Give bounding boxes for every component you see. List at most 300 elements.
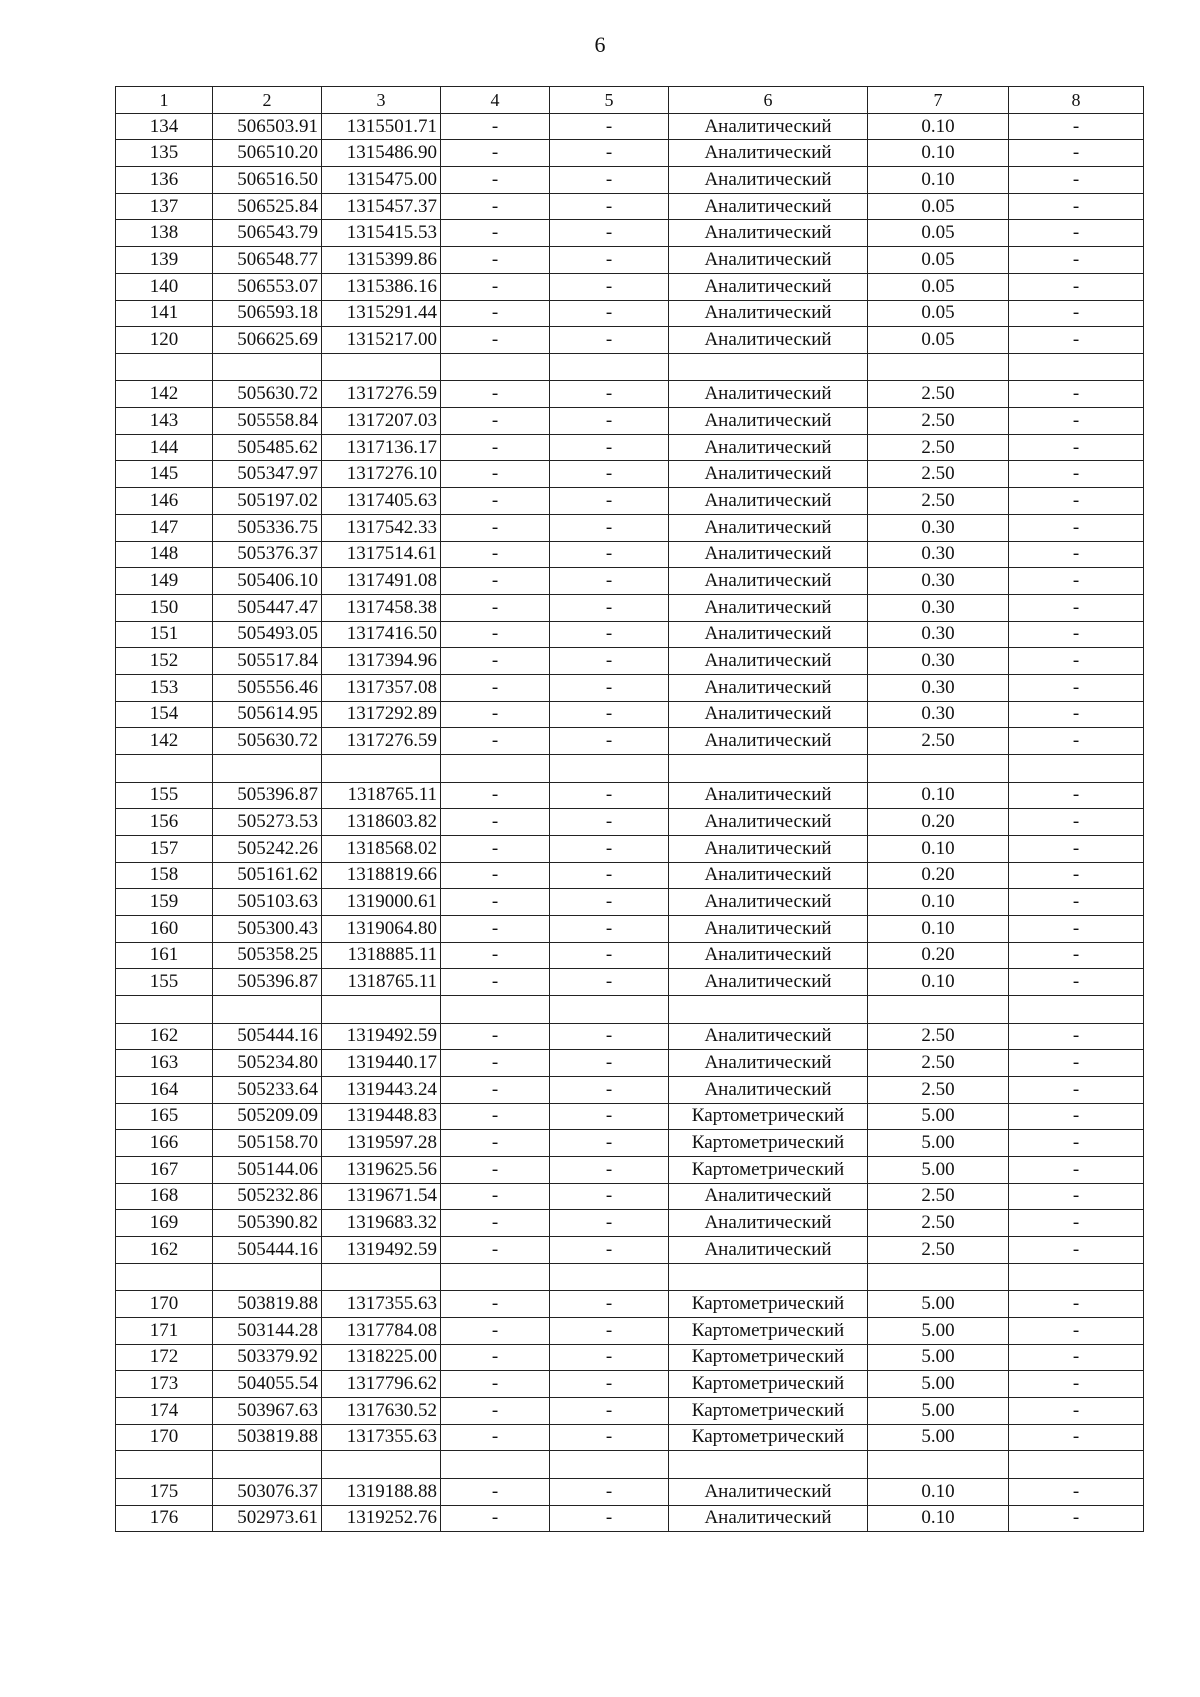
column-8-cell: - [1009, 1397, 1144, 1424]
x-coordinate-cell: 506553.07 [213, 273, 322, 300]
point-number-cell: 142 [116, 381, 213, 408]
column-8-cell: - [1009, 621, 1144, 648]
column-5-cell: - [550, 193, 669, 220]
table-row [116, 1076, 1144, 1103]
column-4-cell: - [441, 1371, 550, 1398]
table-row [116, 488, 1144, 515]
column-8-cell: - [1009, 915, 1144, 942]
point-number-cell: 162 [116, 1023, 213, 1050]
table-row [116, 1130, 1144, 1157]
column-4-cell: - [441, 594, 550, 621]
x-coordinate-cell: 505232.86 [213, 1183, 322, 1210]
y-coordinate-cell: 1317630.52 [322, 1397, 441, 1424]
table-row [116, 969, 1144, 996]
column-8-cell: - [1009, 862, 1144, 889]
column-5-cell: - [550, 1371, 669, 1398]
x-coordinate-cell: 505556.46 [213, 674, 322, 701]
point-number-cell: 146 [116, 488, 213, 515]
accuracy-cell: 2.50 [868, 1183, 1009, 1210]
column-4-cell: - [441, 1505, 550, 1532]
column-8-cell: - [1009, 1156, 1144, 1183]
y-coordinate-cell: 1317207.03 [322, 408, 441, 435]
column-8-cell: - [1009, 942, 1144, 969]
y-coordinate-cell: 1317276.59 [322, 728, 441, 755]
accuracy-cell: 5.00 [868, 1130, 1009, 1157]
table-row [116, 514, 1144, 541]
header-cell: 8 [1009, 87, 1144, 114]
y-coordinate-cell: 1315475.00 [322, 167, 441, 194]
accuracy-cell: 0.20 [868, 809, 1009, 836]
method-cell: Аналитический [669, 1023, 868, 1050]
point-number-cell: 138 [116, 220, 213, 247]
column-8-cell: - [1009, 140, 1144, 167]
accuracy-cell: 0.05 [868, 327, 1009, 354]
accuracy-cell: 0.05 [868, 220, 1009, 247]
table-row [116, 942, 1144, 969]
column-4-cell: - [441, 434, 550, 461]
x-coordinate-cell: 506543.79 [213, 220, 322, 247]
y-coordinate-cell: 1315217.00 [322, 327, 441, 354]
x-coordinate-cell: 505444.16 [213, 1023, 322, 1050]
column-5-cell [550, 996, 669, 1024]
method-cell [669, 1263, 868, 1291]
table-row [116, 1317, 1144, 1344]
accuracy-cell: 0.20 [868, 862, 1009, 889]
table-row [116, 300, 1144, 327]
column-4-cell: - [441, 648, 550, 675]
column-8-cell: - [1009, 1478, 1144, 1505]
column-5-cell: - [550, 1103, 669, 1130]
separator-row [116, 755, 1144, 783]
x-coordinate-cell: 505347.97 [213, 461, 322, 488]
column-8-cell [1009, 996, 1144, 1024]
column-5-cell: - [550, 327, 669, 354]
column-4-cell: - [441, 1183, 550, 1210]
accuracy-cell: 0.30 [868, 568, 1009, 595]
point-number-cell: 141 [116, 300, 213, 327]
column-4-cell: - [441, 381, 550, 408]
y-coordinate-cell: 1319000.61 [322, 889, 441, 916]
point-number-cell: 135 [116, 140, 213, 167]
column-8-cell: - [1009, 1291, 1144, 1318]
x-coordinate-cell: 505144.06 [213, 1156, 322, 1183]
header-cell: 5 [550, 87, 669, 114]
x-coordinate-cell: 506503.91 [213, 113, 322, 140]
point-number-cell [116, 353, 213, 381]
table-row [116, 273, 1144, 300]
accuracy-cell [868, 1263, 1009, 1291]
point-number-cell: 163 [116, 1050, 213, 1077]
x-coordinate-cell [213, 755, 322, 783]
column-8-cell: - [1009, 568, 1144, 595]
accuracy-cell: 5.00 [868, 1291, 1009, 1318]
table-row [116, 1505, 1144, 1532]
y-coordinate-cell: 1318765.11 [322, 969, 441, 996]
x-coordinate-cell: 505273.53 [213, 809, 322, 836]
y-coordinate-cell [322, 1263, 441, 1291]
accuracy-cell: 2.50 [868, 1237, 1009, 1264]
column-4-cell: - [441, 1291, 550, 1318]
accuracy-cell: 0.10 [868, 835, 1009, 862]
accuracy-cell: 0.30 [868, 594, 1009, 621]
method-cell: Аналитический [669, 488, 868, 515]
x-coordinate-cell: 506516.50 [213, 167, 322, 194]
column-4-cell: - [441, 541, 550, 568]
header-cell: 3 [322, 87, 441, 114]
column-8-cell: - [1009, 701, 1144, 728]
column-5-cell: - [550, 1317, 669, 1344]
column-8-cell: - [1009, 1210, 1144, 1237]
x-coordinate-cell: 505336.75 [213, 514, 322, 541]
table-row [116, 568, 1144, 595]
column-4-cell: - [441, 969, 550, 996]
y-coordinate-cell: 1317491.08 [322, 568, 441, 595]
point-number-cell: 151 [116, 621, 213, 648]
column-4-cell: - [441, 193, 550, 220]
column-8-cell: - [1009, 434, 1144, 461]
x-coordinate-cell: 505103.63 [213, 889, 322, 916]
column-5-cell: - [550, 594, 669, 621]
accuracy-cell: 0.10 [868, 782, 1009, 809]
point-number-cell: 148 [116, 541, 213, 568]
x-coordinate-cell: 506593.18 [213, 300, 322, 327]
table-row [116, 381, 1144, 408]
method-cell: Аналитический [669, 889, 868, 916]
accuracy-cell [868, 353, 1009, 381]
x-coordinate-cell [213, 996, 322, 1024]
column-5-cell: - [550, 701, 669, 728]
point-number-cell [116, 1451, 213, 1479]
method-cell: Аналитический [669, 113, 868, 140]
point-number-cell: 176 [116, 1505, 213, 1532]
accuracy-cell: 0.20 [868, 942, 1009, 969]
column-8-cell: - [1009, 273, 1144, 300]
table-row [116, 408, 1144, 435]
accuracy-cell: 2.50 [868, 408, 1009, 435]
column-8-cell: - [1009, 220, 1144, 247]
table-row [116, 434, 1144, 461]
y-coordinate-cell: 1315415.53 [322, 220, 441, 247]
column-4-cell: - [441, 1397, 550, 1424]
column-4-cell [441, 755, 550, 783]
separator-row [116, 1263, 1144, 1291]
x-coordinate-cell: 503819.88 [213, 1291, 322, 1318]
y-coordinate-cell: 1319671.54 [322, 1183, 441, 1210]
table-row [116, 915, 1144, 942]
column-4-cell: - [441, 300, 550, 327]
column-8-cell: - [1009, 514, 1144, 541]
method-cell: Картометрический [669, 1156, 868, 1183]
y-coordinate-cell: 1319252.76 [322, 1505, 441, 1532]
x-coordinate-cell: 505158.70 [213, 1130, 322, 1157]
column-4-cell: - [441, 1210, 550, 1237]
column-4-cell [441, 1263, 550, 1291]
point-number-cell: 170 [116, 1291, 213, 1318]
x-coordinate-cell: 505517.84 [213, 648, 322, 675]
y-coordinate-cell: 1317357.08 [322, 674, 441, 701]
separator-row [116, 996, 1144, 1024]
column-8-cell: - [1009, 728, 1144, 755]
accuracy-cell: 2.50 [868, 1210, 1009, 1237]
point-number-cell: 162 [116, 1237, 213, 1264]
x-coordinate-cell: 506525.84 [213, 193, 322, 220]
accuracy-cell: 5.00 [868, 1156, 1009, 1183]
accuracy-cell: 0.30 [868, 648, 1009, 675]
column-5-cell: - [550, 1505, 669, 1532]
accuracy-cell [868, 996, 1009, 1024]
method-cell: Аналитический [669, 915, 868, 942]
column-8-cell: - [1009, 327, 1144, 354]
column-8-cell: - [1009, 1076, 1144, 1103]
method-cell: Аналитический [669, 568, 868, 595]
x-coordinate-cell: 503144.28 [213, 1317, 322, 1344]
header-cell: 7 [868, 87, 1009, 114]
accuracy-cell: 5.00 [868, 1317, 1009, 1344]
method-cell: Аналитический [669, 648, 868, 675]
point-number-cell: 165 [116, 1103, 213, 1130]
column-5-cell: - [550, 809, 669, 836]
y-coordinate-cell: 1318819.66 [322, 862, 441, 889]
table-row [116, 1397, 1144, 1424]
x-coordinate-cell [213, 1451, 322, 1479]
column-4-cell: - [441, 1076, 550, 1103]
table-row [116, 140, 1144, 167]
point-number-cell: 153 [116, 674, 213, 701]
x-coordinate-cell: 505197.02 [213, 488, 322, 515]
accuracy-cell: 0.10 [868, 167, 1009, 194]
y-coordinate-cell: 1317355.63 [322, 1291, 441, 1318]
accuracy-cell: 5.00 [868, 1424, 1009, 1451]
column-5-cell: - [550, 461, 669, 488]
method-cell: Аналитический [669, 835, 868, 862]
column-5-cell: - [550, 514, 669, 541]
y-coordinate-cell: 1318568.02 [322, 835, 441, 862]
method-cell: Аналитический [669, 514, 868, 541]
y-coordinate-cell: 1317405.63 [322, 488, 441, 515]
table-row [116, 1478, 1144, 1505]
column-5-cell: - [550, 1344, 669, 1371]
column-8-cell: - [1009, 1183, 1144, 1210]
x-coordinate-cell: 505630.72 [213, 381, 322, 408]
y-coordinate-cell [322, 1451, 441, 1479]
column-5-cell: - [550, 568, 669, 595]
point-number-cell: 134 [116, 113, 213, 140]
y-coordinate-cell: 1319188.88 [322, 1478, 441, 1505]
column-4-cell: - [441, 621, 550, 648]
point-number-cell: 175 [116, 1478, 213, 1505]
column-5-cell: - [550, 273, 669, 300]
column-5-cell: - [550, 782, 669, 809]
column-8-cell [1009, 1451, 1144, 1479]
point-number-cell: 142 [116, 728, 213, 755]
column-4-cell: - [441, 1103, 550, 1130]
table-row [116, 1371, 1144, 1398]
table-row [116, 1023, 1144, 1050]
point-number-cell: 137 [116, 193, 213, 220]
column-5-cell: - [550, 1130, 669, 1157]
table-row [116, 1156, 1144, 1183]
point-number-cell: 168 [116, 1183, 213, 1210]
table-row [116, 1424, 1144, 1451]
column-5-cell: - [550, 1291, 669, 1318]
point-number-cell: 136 [116, 167, 213, 194]
method-cell: Картометрический [669, 1397, 868, 1424]
x-coordinate-cell: 505233.64 [213, 1076, 322, 1103]
point-number-cell: 174 [116, 1397, 213, 1424]
accuracy-cell: 2.50 [868, 1050, 1009, 1077]
method-cell [669, 1451, 868, 1479]
x-coordinate-cell [213, 353, 322, 381]
x-coordinate-cell: 505558.84 [213, 408, 322, 435]
method-cell: Аналитический [669, 862, 868, 889]
y-coordinate-cell: 1319443.24 [322, 1076, 441, 1103]
column-8-cell: - [1009, 1130, 1144, 1157]
column-5-cell: - [550, 835, 669, 862]
column-4-cell: - [441, 167, 550, 194]
accuracy-cell: 5.00 [868, 1103, 1009, 1130]
table-row [116, 461, 1144, 488]
x-coordinate-cell: 505209.09 [213, 1103, 322, 1130]
column-8-cell: - [1009, 247, 1144, 274]
x-coordinate-cell: 505444.16 [213, 1237, 322, 1264]
y-coordinate-cell: 1319448.83 [322, 1103, 441, 1130]
point-number-cell: 160 [116, 915, 213, 942]
method-cell: Аналитический [669, 327, 868, 354]
column-4-cell: - [441, 1478, 550, 1505]
method-cell: Картометрический [669, 1291, 868, 1318]
table-row [116, 621, 1144, 648]
column-8-cell: - [1009, 1237, 1144, 1264]
accuracy-cell: 0.10 [868, 889, 1009, 916]
point-number-cell: 154 [116, 701, 213, 728]
separator-row [116, 1451, 1144, 1479]
x-coordinate-cell: 503379.92 [213, 1344, 322, 1371]
page-number: 6 [594, 32, 606, 57]
y-coordinate-cell: 1317394.96 [322, 648, 441, 675]
table-row [116, 1237, 1144, 1264]
column-8-cell: - [1009, 381, 1144, 408]
column-8-cell: - [1009, 1424, 1144, 1451]
column-4-cell [441, 996, 550, 1024]
column-4-cell: - [441, 113, 550, 140]
column-4-cell [441, 353, 550, 381]
accuracy-cell: 2.50 [868, 1076, 1009, 1103]
column-8-cell: - [1009, 1371, 1144, 1398]
table-row [116, 1344, 1144, 1371]
column-4-cell: - [441, 915, 550, 942]
point-number-cell: 158 [116, 862, 213, 889]
x-coordinate-cell: 503076.37 [213, 1478, 322, 1505]
table-row [116, 594, 1144, 621]
column-8-cell: - [1009, 648, 1144, 675]
point-number-cell: 155 [116, 782, 213, 809]
table-row [116, 862, 1144, 889]
column-5-cell: - [550, 889, 669, 916]
column-5-cell: - [550, 434, 669, 461]
column-8-cell: - [1009, 889, 1144, 916]
table-row [116, 1291, 1144, 1318]
y-coordinate-cell: 1317276.10 [322, 461, 441, 488]
point-number-cell: 120 [116, 327, 213, 354]
column-8-cell: - [1009, 167, 1144, 194]
method-cell: Картометрический [669, 1130, 868, 1157]
column-4-cell: - [441, 408, 550, 435]
column-5-cell: - [550, 1424, 669, 1451]
y-coordinate-cell: 1315486.90 [322, 140, 441, 167]
accuracy-cell: 5.00 [868, 1371, 1009, 1398]
point-number-cell: 173 [116, 1371, 213, 1398]
accuracy-cell: 0.10 [868, 1505, 1009, 1532]
column-5-cell: - [550, 113, 669, 140]
table-row [116, 1183, 1144, 1210]
x-coordinate-cell: 505300.43 [213, 915, 322, 942]
x-coordinate-cell: 502973.61 [213, 1505, 322, 1532]
x-coordinate-cell: 506625.69 [213, 327, 322, 354]
method-cell: Аналитический [669, 674, 868, 701]
table-row [116, 193, 1144, 220]
method-cell [669, 996, 868, 1024]
point-number-cell: 147 [116, 514, 213, 541]
y-coordinate-cell [322, 755, 441, 783]
column-4-cell: - [441, 1023, 550, 1050]
column-4-cell: - [441, 1130, 550, 1157]
y-coordinate-cell: 1317796.62 [322, 1371, 441, 1398]
x-coordinate-cell: 503819.88 [213, 1424, 322, 1451]
column-4-cell [441, 1451, 550, 1479]
y-coordinate-cell: 1319597.28 [322, 1130, 441, 1157]
column-8-cell: - [1009, 113, 1144, 140]
column-5-cell: - [550, 621, 669, 648]
x-coordinate-cell: 505376.37 [213, 541, 322, 568]
method-cell: Аналитический [669, 300, 868, 327]
point-number-cell: 140 [116, 273, 213, 300]
x-coordinate-cell: 505630.72 [213, 728, 322, 755]
method-cell: Аналитический [669, 621, 868, 648]
column-4-cell: - [441, 514, 550, 541]
method-cell: Картометрический [669, 1317, 868, 1344]
column-5-cell: - [550, 381, 669, 408]
column-5-cell: - [550, 1397, 669, 1424]
accuracy-cell: 0.10 [868, 140, 1009, 167]
column-4-cell: - [441, 835, 550, 862]
method-cell: Аналитический [669, 1478, 868, 1505]
table-row [116, 327, 1144, 354]
column-5-cell: - [550, 140, 669, 167]
table-header-row [116, 87, 1144, 114]
y-coordinate-cell: 1317136.17 [322, 434, 441, 461]
column-5-cell: - [550, 1210, 669, 1237]
column-4-cell: - [441, 247, 550, 274]
point-number-cell: 155 [116, 969, 213, 996]
accuracy-cell: 0.05 [868, 247, 1009, 274]
column-8-cell: - [1009, 969, 1144, 996]
x-coordinate-cell: 505447.47 [213, 594, 322, 621]
y-coordinate-cell: 1318225.00 [322, 1344, 441, 1371]
y-coordinate-cell: 1317458.38 [322, 594, 441, 621]
x-coordinate-cell: 505493.05 [213, 621, 322, 648]
y-coordinate-cell: 1319492.59 [322, 1023, 441, 1050]
table-row [116, 1210, 1144, 1237]
column-5-cell [550, 1451, 669, 1479]
x-coordinate-cell: 505390.82 [213, 1210, 322, 1237]
accuracy-cell: 2.50 [868, 434, 1009, 461]
column-8-cell: - [1009, 1317, 1144, 1344]
column-4-cell: - [441, 568, 550, 595]
x-coordinate-cell: 505396.87 [213, 782, 322, 809]
column-5-cell [550, 353, 669, 381]
method-cell: Картометрический [669, 1103, 868, 1130]
point-number-cell: 143 [116, 408, 213, 435]
